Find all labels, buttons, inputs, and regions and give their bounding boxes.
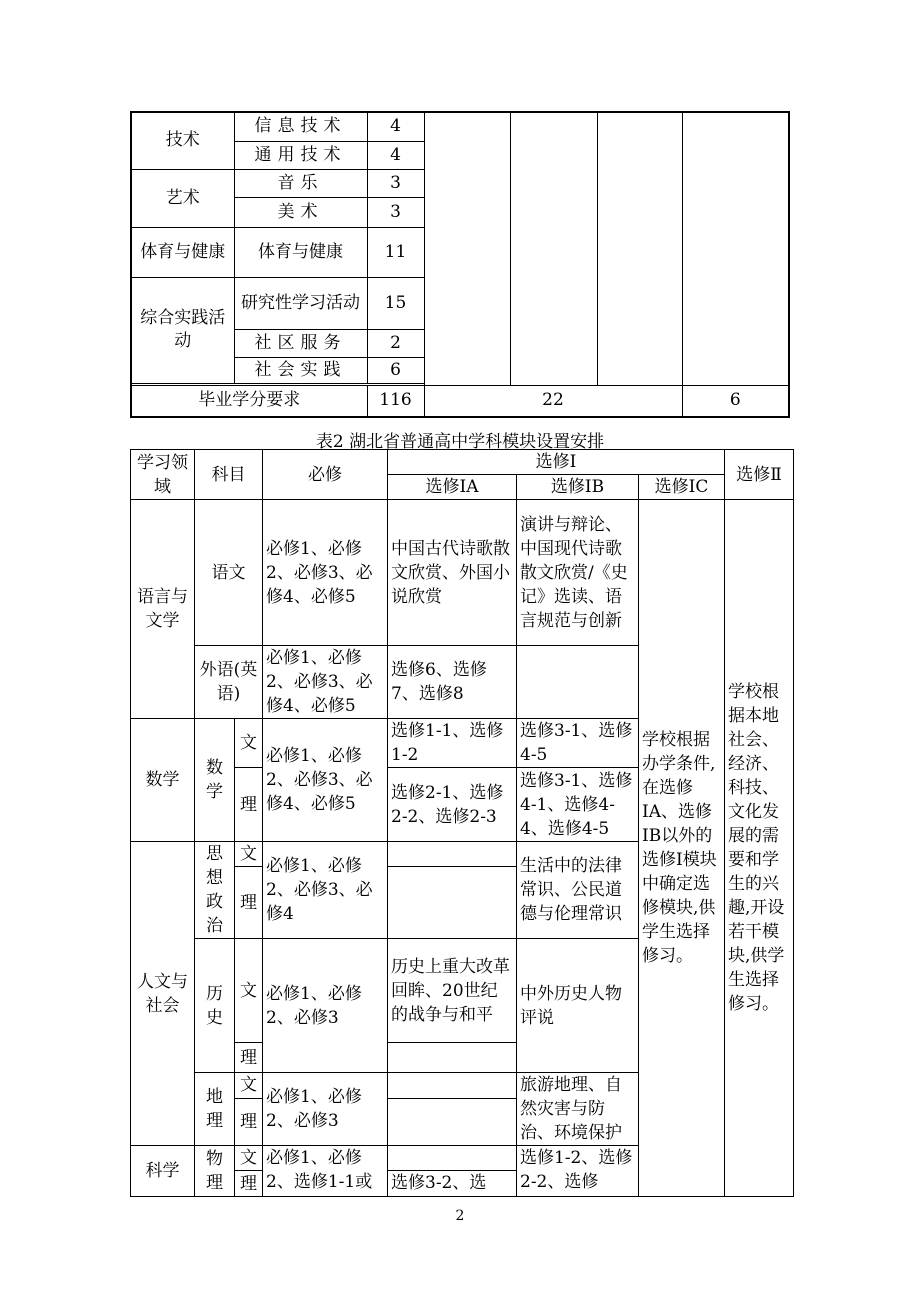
track-cell: 文 — [235, 719, 263, 768]
ia-cell — [388, 1098, 517, 1145]
subject-cell: 地理 — [195, 1073, 235, 1146]
elective1-total: 22 — [424, 385, 682, 417]
subject-cell: 通用技术 — [234, 141, 367, 169]
credit-cell: 2 — [367, 329, 424, 357]
required-cell: 必修1、必修2、必修3、必修4、必修5 — [263, 500, 388, 646]
empty-cell — [597, 112, 682, 385]
track-cell: 文 — [235, 939, 263, 1043]
ia-cell — [388, 1043, 517, 1073]
ib-cell: 演讲与辩论、中国现代诗歌散文欣赏/《史记》选读、语言规范与创新 — [517, 500, 639, 646]
ib-cell — [517, 646, 639, 719]
domain-cell: 艺术 — [131, 169, 234, 227]
required-cell: 必修1、必修2、必修3 — [263, 1073, 388, 1146]
table-caption: 表2 湖北省普通高中学科模块设置安排 — [315, 432, 605, 452]
ia-cell — [388, 842, 517, 867]
required-cell: 必修1、必修2、选修1-1或 — [263, 1146, 388, 1197]
subject-cell: 语文 — [195, 500, 263, 646]
subject-cell: 信息技术 — [234, 112, 367, 141]
credit-cell: 15 — [367, 277, 424, 329]
empty-cell — [682, 112, 789, 385]
required-cell: 必修1、必修2、必修3 — [263, 939, 388, 1073]
ia-cell: 选修6、选修7、选修8 — [388, 646, 517, 719]
required-cell: 必修1、必修2、必修3、必修4 — [263, 842, 388, 939]
domain-cell: 科学 — [131, 1146, 195, 1197]
subject-cell: 思想政治 — [195, 842, 235, 939]
empty-cell — [510, 112, 597, 385]
header-required: 必修 — [263, 450, 388, 500]
ia-cell — [388, 867, 517, 939]
credit-cell: 11 — [367, 227, 424, 277]
credit-table — [130, 111, 790, 418]
track-cell: 理 — [235, 1171, 263, 1197]
ia-cell: 选修3-2、选 — [388, 1171, 517, 1197]
header-elective1: 选修Ⅰ — [388, 450, 725, 475]
domain-cell: 语言与文学 — [131, 500, 195, 719]
ib-cell: 选修3-1、选修4-5 — [517, 719, 639, 768]
header-domain: 学习领域 — [131, 450, 195, 500]
subject-cell: 社区服务 — [234, 329, 367, 357]
module-table — [130, 449, 794, 1197]
track-cell: 理 — [235, 768, 263, 842]
required-cell: 必修1、必修2、必修3、必修4、必修5 — [263, 719, 388, 842]
required-total: 116 — [367, 385, 424, 417]
ic-note: 学校根据办学条件,在选修ⅠA、选修ⅠB以外的选修Ⅰ模块中确定选修模块,供学生选择修习。 — [639, 500, 725, 1197]
track-cell: 理 — [235, 1098, 263, 1145]
ia-cell: 中国古代诗歌散文欣赏、外国小说欣赏 — [388, 500, 517, 646]
ii-note: 学校根据本地社会、经济、科技、文化发展的需要和学生的兴趣,开设若干模块,供学生选择修习。 — [725, 500, 794, 1197]
track-cell: 理 — [235, 1043, 263, 1073]
ib-cell: 中外历史人物评说 — [517, 939, 639, 1073]
ia-cell: 历史上重大改革回眸、20世纪的战争与和平 — [388, 939, 517, 1043]
subject-cell: 外语(英语) — [195, 646, 263, 719]
ib-cell: 旅游地理、自然灾害与防治、环境保护 — [517, 1073, 639, 1146]
ia-cell — [388, 1146, 517, 1171]
subject-cell: 历史 — [195, 939, 235, 1073]
ib-cell: 选修3-1、选修4-1、选修4-4、选修4-5 — [517, 768, 639, 842]
graduation-label: 毕业学分要求 — [131, 385, 367, 417]
credit-cell: 4 — [367, 141, 424, 169]
credit-cell: 4 — [367, 112, 424, 141]
track-cell: 文 — [235, 1146, 263, 1171]
domain-cell: 体育与健康 — [131, 227, 234, 277]
domain-cell: 技术 — [131, 112, 234, 169]
track-cell: 文 — [235, 842, 263, 867]
credit-cell: 6 — [367, 357, 424, 383]
subject-cell: 美术 — [234, 197, 367, 227]
track-cell: 理 — [235, 867, 263, 939]
subject-cell: 研究性学习活动 — [234, 277, 367, 329]
ib-cell: 生活中的法律常识、公民道德与伦理常识 — [517, 842, 639, 939]
domain-cell: 综合实践活动 — [131, 277, 234, 383]
page-number: 2 — [455, 1208, 465, 1224]
subject-cell: 数学 — [195, 719, 235, 842]
subject-cell: 体育与健康 — [234, 227, 367, 277]
ib-cell: 选修1-2、选修2-2、选修 — [517, 1146, 639, 1197]
ia-cell: 选修2-1、选修2-2、选修2-3 — [388, 768, 517, 842]
domain-cell: 数学 — [131, 719, 195, 842]
empty-cell — [424, 112, 510, 385]
header-ic: 选修ⅠC — [639, 475, 725, 500]
header-elective2: 选修Ⅱ — [725, 450, 794, 500]
domain-cell: 人文与社会 — [131, 842, 195, 1146]
subject-cell: 音乐 — [234, 169, 367, 197]
subject-cell: 物理 — [195, 1146, 235, 1197]
credit-cell: 3 — [367, 169, 424, 197]
subject-cell: 社会实践 — [234, 357, 367, 383]
ia-cell — [388, 1073, 517, 1099]
elective2-total: 6 — [682, 385, 789, 417]
credit-cell: 3 — [367, 197, 424, 227]
required-cell: 必修1、必修2、必修3、必修4、必修5 — [263, 646, 388, 719]
header-ib: 选修ⅠB — [517, 475, 639, 500]
header-subject: 科目 — [195, 450, 263, 500]
header-ia: 选修ⅠA — [388, 475, 517, 500]
ia-cell: 选修1-1、选修1-2 — [388, 719, 517, 768]
track-cell: 文 — [235, 1073, 263, 1099]
